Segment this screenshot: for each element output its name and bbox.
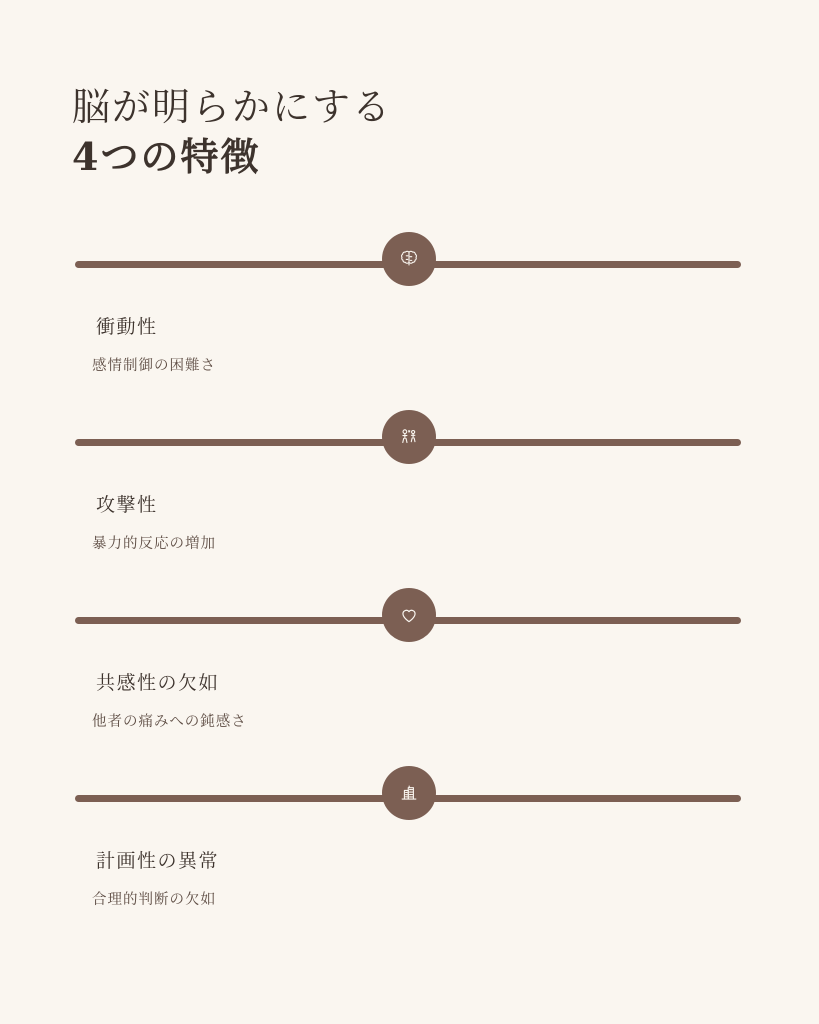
brain-icon	[398, 248, 420, 270]
feature-item	[0, 232, 819, 410]
feature-item	[0, 766, 819, 944]
feature-bar-wrap	[0, 410, 819, 474]
person-conflict-icon	[398, 426, 420, 448]
feature-item	[0, 410, 819, 588]
feature-badge	[382, 232, 436, 286]
feature-bar-wrap	[0, 766, 819, 830]
feature-description: 他者の痛みへの鈍感さ	[92, 714, 247, 730]
feature-description: 感情制御の困難さ	[92, 358, 216, 374]
feature-bar-wrap	[0, 588, 819, 652]
feature-description: 合理的判断の欠如	[92, 892, 216, 908]
feature-badge	[382, 410, 436, 464]
feature-label: 衝動性	[96, 316, 158, 338]
title-line-2: 4つの特徴	[72, 134, 261, 180]
feature-label: 攻撃性	[96, 494, 158, 516]
feature-list	[0, 232, 819, 944]
feature-badge	[382, 588, 436, 642]
heart-icon	[398, 604, 420, 626]
feature-description: 暴力的反応の増加	[92, 536, 216, 552]
blueprint-icon	[398, 782, 420, 804]
page-title	[72, 82, 712, 182]
title-line-1: 脳が明らかにする	[72, 85, 393, 129]
feature-bar-wrap	[0, 232, 819, 296]
feature-label: 共感性の欠如	[96, 672, 220, 694]
feature-label: 計画性の異常	[96, 850, 220, 872]
feature-item	[0, 588, 819, 766]
feature-badge	[382, 766, 436, 820]
